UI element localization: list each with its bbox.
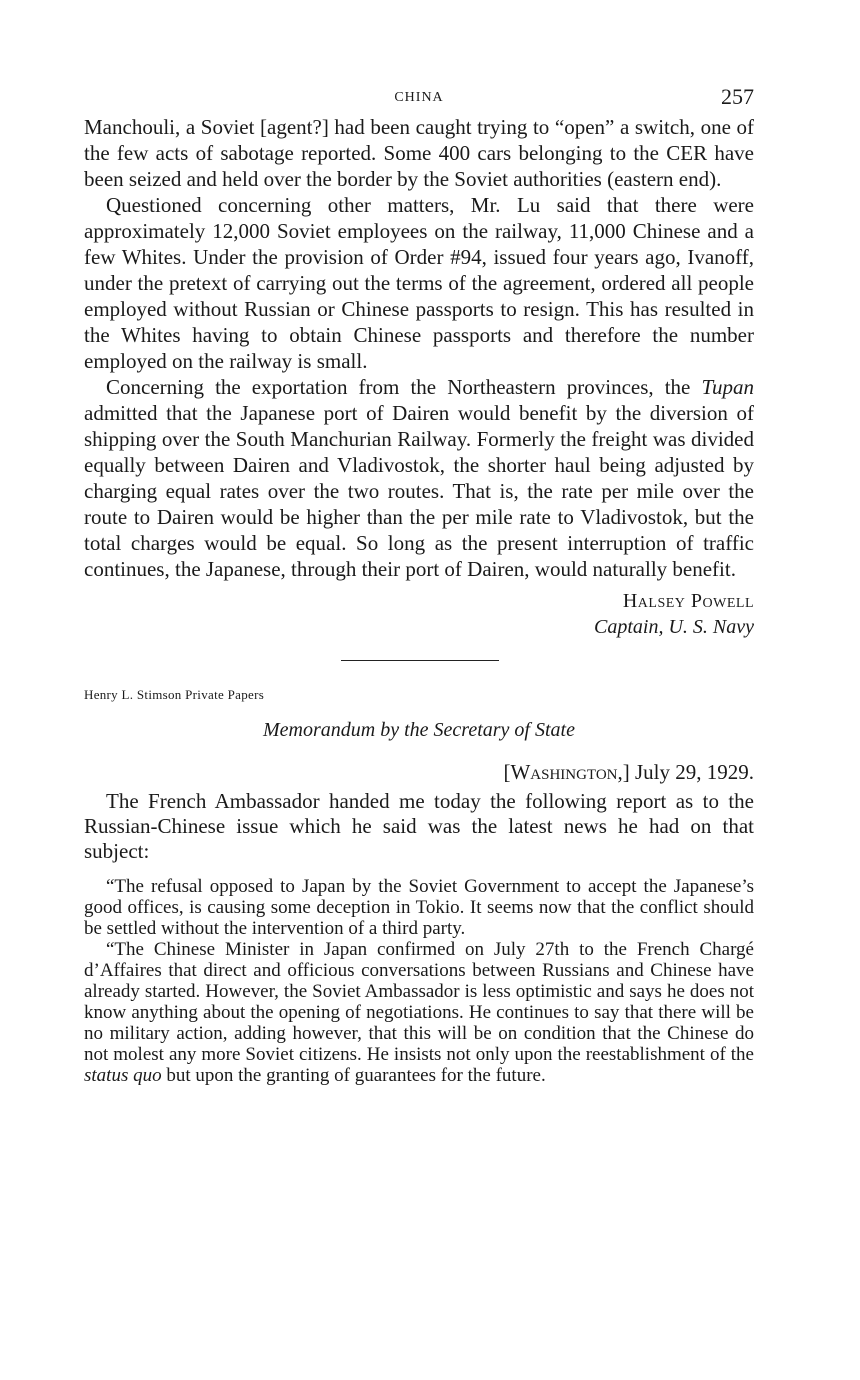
running-head: CHINA <box>394 90 444 105</box>
report-paragraph-3 <box>84 374 754 582</box>
signature-name: Halsey Powell <box>622 590 754 612</box>
quote-paragraph-2 <box>84 939 754 1086</box>
report-body <box>84 114 754 582</box>
signature-block <box>84 588 754 640</box>
memo-source: Henry L. Stimson Private Papers <box>84 687 265 702</box>
memo-title: Memorandum by the Secretary of State <box>263 719 575 741</box>
quote-paragraph-2-start: “The Chinese Minister in Japan confirmed on July 27th to the French Chargé d’Affaires that direct and officious conversations between Russians and Chinese have already started. However, the Soviet Ambassador is less optimistic and says he does not know anything about the opening of negotiations. He continues to say that there will be no military action, adding however, that this will be on condition that the Chinese do not molest any more Soviet citizens. He insists not only upon the reestablishment of the <box>84 939 754 1065</box>
quoted-report <box>84 876 754 1086</box>
report-paragraph-2: Questioned concerning other matters, Mr. Lu said that there were approximately 12,000 Soviet employees on the railway, 11,000 Chinese and a few Whites. Under the provision of Order #94, issued four years ago, Ivanoff, under the pretext of carrying out the terms of the agreement, ordered all people employed without Russian or Chinese passports to resign. This has resulted in the Whites having to obtain Chinese passports and therefore the number employed on the railway is small. <box>84 193 754 373</box>
report-paragraph-3-start: Concerning the exportation from the Northeastern provinces, the <box>106 375 702 399</box>
report-paragraph-3-rest: admitted that the Japanese port of Dairen would benefit by the diversion of shipping over the South Manchurian Railway. Formerly the freight was divided equally between Dairen and Vladivostok, the shorter haul being adjusted by charging equal rates over the two routes. That is, the rate per mile over the route to Dairen would be higher than the per mile rate to Vladivostok, but the total charges would be equal. So long as the present interruption of traffic continues, the Japanese, through their port of Dairen, would naturally benefit. <box>84 401 754 581</box>
quote-paragraph-2-end: but upon the granting of guarantees for the future. <box>161 1065 546 1086</box>
dateline-date: July 29, 1929. <box>629 760 754 784</box>
quote-paragraph-1: “The refusal opposed to Japan by the Soviet Government to accept the Japanese’s good offices, is causing some deception in Tokio. It seems now that the conflict should be settled without the intervention of a third party. <box>84 876 754 939</box>
status-quo-term: status quo <box>84 1065 162 1086</box>
memo-body <box>84 789 754 864</box>
signature-title: Captain, U. S. Navy <box>594 616 754 638</box>
dateline-place: [Washington,] <box>503 760 630 784</box>
document-page <box>84 84 754 1086</box>
section-divider <box>341 660 499 661</box>
tupan-term: Tupan <box>701 375 754 399</box>
memo-dateline <box>84 760 754 785</box>
memo-intro: The French Ambassador handed me today the following report as to the Russian-Chinese issue which he said was the latest news he had on that subject: <box>84 789 754 863</box>
page-number: 257 <box>721 84 754 109</box>
report-paragraph-1: Manchouli, a Soviet [agent?] had been caught trying to “open” a switch, one of the few acts of sabotage reported. Some 400 cars belonging to the CER have been seized and held over the border by the Soviet authorities (eastern end). <box>84 115 754 191</box>
page-header <box>84 84 754 114</box>
